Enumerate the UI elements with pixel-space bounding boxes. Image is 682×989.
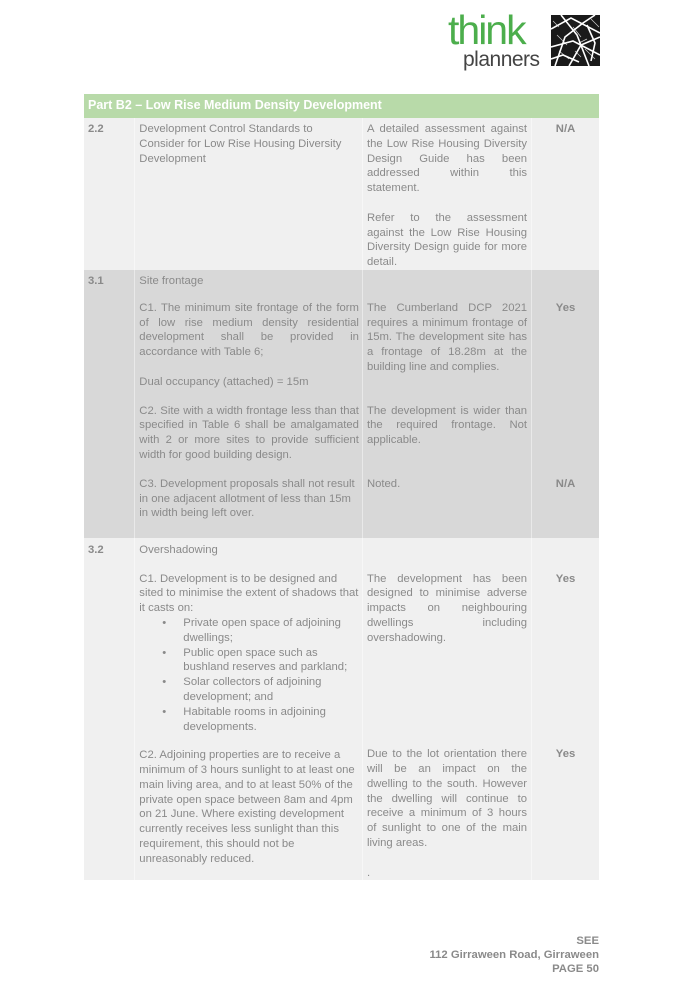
section-title: Site frontage [135,270,363,289]
compliance-cell: Yes [532,289,599,390]
control-row-3-1-c2 [84,390,599,463]
logo-word-think: think [448,7,525,53]
control-text: C2. Adjoining properties are to receive a minimum of 3 hours sunlight to at least one main living area, and to at least 50% of the private open space between 8am and 4pm on 21 June. Where existing development currently receives less sunlight than this requirement, this should not be unreasonably reduced. [139,749,355,865]
control-bullet-list [139,616,359,734]
control-row-3-1-c3 [84,463,599,538]
table-row-2-2 [84,118,599,270]
section-title [135,118,363,270]
control-text: C3. Development proposals shall not result in one adjacent allotment of less than 15m in width being left over. [139,477,355,520]
footer-address: 112 Girraween Road, Girraween [429,949,599,961]
control-text: C2. Site with a width frontage less than that specified in Table 6 shall be amalgamated with 2 or more sites to provide sufficient width for good building design. [139,404,359,461]
control-cell [135,558,363,735]
table-header-title: Part B2 – Low Rise Medium Density Development [84,94,599,118]
compliance-cell: Yes [532,558,599,735]
control-cell [135,289,363,390]
response-cell: Noted. [362,463,531,538]
response-cell: The development has been designed to minimise adverse impacts on neighbouring dwellings including overshadowing. [362,558,531,735]
think-planners-logo [448,7,603,71]
logo-word-planners: planners [463,48,540,71]
control-row-3-2-c2 [84,734,599,880]
response-cell [362,118,531,270]
bullet-item: • Private open space of adjoining dwellings; [183,616,359,646]
section-number: 2.2 [84,118,135,270]
control-cell [135,734,363,880]
compliance-cell: N/A [532,118,599,270]
table-row-3-2 [84,538,599,558]
response-cell: The Cumberland DCP 2021 requires a minimum frontage of 15m. The development site has a frontage of 18.28m at the building line and complies. [362,289,531,390]
control-text: C1. Development is to be designed and sited to minimise the extent of shadows that it casts on: [139,572,359,615]
section-title: Overshadowing [135,538,363,558]
section-number: 3.2 [84,538,135,558]
response-cell [362,734,531,880]
compliance-cell: N/A [532,463,599,538]
control-row-3-2-c1 [84,558,599,735]
bullet-item: • Habitable rooms in adjoining developments. [183,705,359,735]
control-cell [135,390,363,463]
page-footer [429,934,599,976]
control-extra: Dual occupancy (attached) = 15m [139,375,309,388]
table-row-3-1 [84,270,599,289]
bullet-item: • Public open space such as bushland reserves and parkland; [183,646,359,676]
footer-see: SEE [576,935,599,947]
street-map-icon [551,15,600,66]
compliance-cell [532,390,599,463]
compliance-cell: Yes [532,734,599,880]
section-title-text: Development Control Standards to Consider for Low Rise Housing Diversity Development [139,123,342,165]
section-number: 3.1 [84,270,135,289]
response-tail: . [366,866,371,879]
response-paragraph: A detailed assessment against the Low Rise Housing Diversity Design Guide has been addressed within this statement. [366,123,528,195]
dcp-compliance-table [84,94,599,880]
bullet-item: • Solar collectors of adjoining development; and [183,675,359,705]
footer-page-number: PAGE 50 [552,963,599,975]
table-header-row [84,94,599,118]
response-paragraph: Refer to the assessment against the Low Rise Housing Diversity Design guide for more detail. [366,211,528,269]
control-text: C1. The minimum site frontage of the form of low rise medium density residential development shall be provided in accordance with Table 6; [139,301,359,359]
control-cell [135,463,363,538]
response-text: Due to the lot orientation there will be an impact on the dwelling to the south. However the dwelling will continue to receive a minimum of 3 hours of sunlight to one of the main living areas. [366,748,528,850]
control-row-3-1-c1 [84,289,599,390]
response-cell: The development is wider than the required frontage. Not applicable. [362,390,531,463]
